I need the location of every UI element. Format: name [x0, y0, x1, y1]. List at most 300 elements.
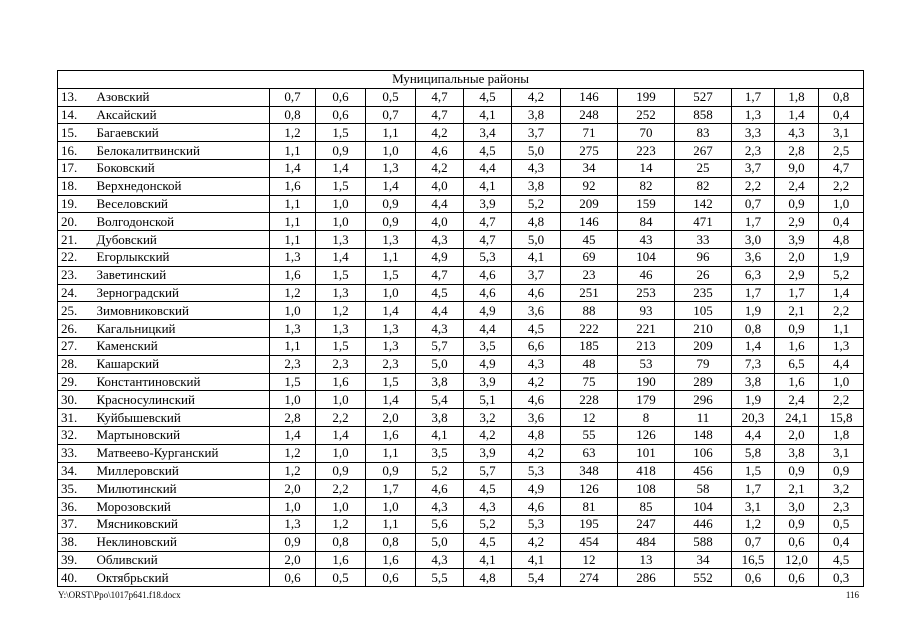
value-cell: 24,1	[775, 409, 819, 427]
value-cell: 4,4	[416, 302, 464, 320]
value-cell: 0,6	[270, 569, 316, 587]
value-cell: 179	[618, 391, 675, 409]
value-cell: 46	[618, 266, 675, 284]
row-number: 16.	[58, 142, 94, 160]
value-cell: 3,5	[464, 337, 512, 355]
value-cell: 185	[561, 337, 618, 355]
value-cell: 81	[561, 498, 618, 516]
value-cell: 16,5	[732, 551, 775, 569]
value-cell: 4,7	[464, 213, 512, 231]
value-cell: 12,0	[775, 551, 819, 569]
value-cell: 34	[675, 551, 732, 569]
value-cell: 1,1	[366, 124, 416, 142]
value-cell: 63	[561, 444, 618, 462]
file-path: Y:\ORST\Ppo\1017p641.f18.docx	[58, 590, 181, 600]
value-cell: 3,9	[464, 444, 512, 462]
value-cell: 13	[618, 551, 675, 569]
table-row	[58, 124, 864, 142]
value-cell: 4,4	[416, 195, 464, 213]
row-number: 20.	[58, 213, 94, 231]
value-cell: 96	[675, 248, 732, 266]
value-cell: 1,5	[316, 124, 366, 142]
row-number: 37.	[58, 515, 94, 533]
table-row	[58, 480, 864, 498]
value-cell: 26	[675, 266, 732, 284]
table-row	[58, 320, 864, 338]
value-cell: 55	[561, 426, 618, 444]
value-cell: 104	[675, 498, 732, 516]
value-cell: 4,5	[464, 533, 512, 551]
value-cell: 3,6	[512, 302, 561, 320]
value-cell: 1,0	[316, 444, 366, 462]
value-cell: 3,9	[775, 231, 819, 249]
row-number: 13.	[58, 88, 94, 106]
value-cell: 4,5	[416, 284, 464, 302]
value-cell: 1,1	[366, 515, 416, 533]
value-cell: 146	[561, 213, 618, 231]
row-number: 28.	[58, 355, 94, 373]
value-cell: 0,5	[316, 569, 366, 587]
value-cell: 3,8	[775, 444, 819, 462]
value-cell: 1,0	[316, 498, 366, 516]
value-cell: 1,5	[316, 337, 366, 355]
value-cell: 348	[561, 462, 618, 480]
value-cell: 4,4	[819, 355, 864, 373]
value-cell: 4,8	[819, 231, 864, 249]
value-cell: 4,7	[464, 231, 512, 249]
value-cell: 69	[561, 248, 618, 266]
value-cell: 0,7	[270, 88, 316, 106]
value-cell: 1,4	[316, 159, 366, 177]
value-cell: 108	[618, 480, 675, 498]
value-cell: 4,6	[512, 391, 561, 409]
value-cell: 0,8	[316, 533, 366, 551]
table-row	[58, 106, 864, 124]
district-name: Неклиновский	[94, 533, 270, 551]
value-cell: 4,8	[464, 569, 512, 587]
row-number: 26.	[58, 320, 94, 338]
value-cell: 209	[561, 195, 618, 213]
table-row	[58, 462, 864, 480]
value-cell: 0,9	[775, 320, 819, 338]
value-cell: 2,3	[270, 355, 316, 373]
value-cell: 3,3	[732, 124, 775, 142]
table-row	[58, 302, 864, 320]
row-number: 14.	[58, 106, 94, 124]
value-cell: 45	[561, 231, 618, 249]
value-cell: 2,8	[270, 409, 316, 427]
value-cell: 1,1	[366, 248, 416, 266]
value-cell: 1,3	[270, 320, 316, 338]
value-cell: 1,6	[270, 177, 316, 195]
value-cell: 6,3	[732, 266, 775, 284]
value-cell: 1,3	[316, 284, 366, 302]
value-cell: 2,1	[775, 480, 819, 498]
value-cell: 4,2	[512, 533, 561, 551]
value-cell: 1,2	[732, 515, 775, 533]
value-cell: 3,9	[464, 373, 512, 391]
value-cell: 0,6	[316, 88, 366, 106]
value-cell: 126	[561, 480, 618, 498]
value-cell: 4,5	[464, 142, 512, 160]
row-number: 34.	[58, 462, 94, 480]
value-cell: 3,7	[732, 159, 775, 177]
value-cell: 446	[675, 515, 732, 533]
row-number: 15.	[58, 124, 94, 142]
value-cell: 1,6	[316, 551, 366, 569]
value-cell: 3,4	[464, 124, 512, 142]
value-cell: 1,2	[270, 124, 316, 142]
value-cell: 4,2	[512, 373, 561, 391]
row-number: 33.	[58, 444, 94, 462]
value-cell: 3,8	[512, 106, 561, 124]
value-cell: 3,8	[512, 177, 561, 195]
row-number: 39.	[58, 551, 94, 569]
value-cell: 88	[561, 302, 618, 320]
value-cell: 5,3	[512, 462, 561, 480]
value-cell: 289	[675, 373, 732, 391]
value-cell: 5,0	[512, 231, 561, 249]
value-cell: 5,0	[416, 533, 464, 551]
value-cell: 190	[618, 373, 675, 391]
row-number: 38.	[58, 533, 94, 551]
district-name: Азовский	[94, 88, 270, 106]
value-cell: 4,1	[464, 106, 512, 124]
district-name: Аксайский	[94, 106, 270, 124]
value-cell: 2,2	[316, 480, 366, 498]
section-header-row	[58, 71, 864, 89]
value-cell: 5,2	[464, 515, 512, 533]
value-cell: 5,3	[464, 248, 512, 266]
value-cell: 101	[618, 444, 675, 462]
value-cell: 2,9	[775, 266, 819, 284]
value-cell: 4,8	[512, 213, 561, 231]
row-number: 29.	[58, 373, 94, 391]
district-name: Белокалитвинский	[94, 142, 270, 160]
value-cell: 1,2	[316, 302, 366, 320]
row-number: 27.	[58, 337, 94, 355]
value-cell: 1,1	[270, 231, 316, 249]
value-cell: 1,3	[316, 320, 366, 338]
value-cell: 3,5	[416, 444, 464, 462]
value-cell: 2,0	[270, 480, 316, 498]
value-cell: 0,7	[732, 533, 775, 551]
value-cell: 0,6	[732, 569, 775, 587]
value-cell: 4,1	[512, 551, 561, 569]
table-row	[58, 426, 864, 444]
district-name: Константиновский	[94, 373, 270, 391]
value-cell: 1,7	[366, 480, 416, 498]
district-name: Мартыновский	[94, 426, 270, 444]
value-cell: 2,2	[732, 177, 775, 195]
value-cell: 4,0	[416, 213, 464, 231]
value-cell: 48	[561, 355, 618, 373]
value-cell: 3,1	[819, 444, 864, 462]
value-cell: 2,2	[316, 409, 366, 427]
district-name: Волгодонской	[94, 213, 270, 231]
value-cell: 4,6	[512, 284, 561, 302]
value-cell: 5,2	[512, 195, 561, 213]
value-cell: 4,1	[464, 177, 512, 195]
value-cell: 456	[675, 462, 732, 480]
value-cell: 0,7	[366, 106, 416, 124]
district-name: Каменский	[94, 337, 270, 355]
value-cell: 4,9	[464, 355, 512, 373]
district-name: Заветинский	[94, 266, 270, 284]
value-cell: 92	[561, 177, 618, 195]
value-cell: 0,4	[819, 106, 864, 124]
table-row	[58, 248, 864, 266]
value-cell: 1,0	[366, 284, 416, 302]
value-cell: 0,4	[819, 533, 864, 551]
value-cell: 4,3	[416, 551, 464, 569]
table-row	[58, 373, 864, 391]
value-cell: 0,6	[316, 106, 366, 124]
district-name: Зерноградский	[94, 284, 270, 302]
value-cell: 1,1	[270, 337, 316, 355]
table-row	[58, 195, 864, 213]
value-cell: 4,3	[512, 159, 561, 177]
value-cell: 1,5	[366, 266, 416, 284]
value-cell: 4,0	[416, 177, 464, 195]
value-cell: 71	[561, 124, 618, 142]
value-cell: 0,6	[775, 533, 819, 551]
value-cell: 3,8	[416, 409, 464, 427]
table-row	[58, 159, 864, 177]
value-cell: 93	[618, 302, 675, 320]
section-title: Муниципальные районы	[58, 71, 864, 89]
value-cell: 1,5	[316, 177, 366, 195]
district-name: Кагальницкий	[94, 320, 270, 338]
value-cell: 1,0	[366, 142, 416, 160]
value-cell: 0,8	[366, 533, 416, 551]
value-cell: 2,3	[366, 355, 416, 373]
value-cell: 75	[561, 373, 618, 391]
value-cell: 588	[675, 533, 732, 551]
value-cell: 82	[675, 177, 732, 195]
table-row	[58, 177, 864, 195]
value-cell: 1,0	[316, 195, 366, 213]
value-cell: 3,0	[732, 231, 775, 249]
value-cell: 4,3	[416, 231, 464, 249]
row-number: 17.	[58, 159, 94, 177]
value-cell: 3,1	[732, 498, 775, 516]
value-cell: 1,7	[732, 213, 775, 231]
value-cell: 1,4	[366, 302, 416, 320]
value-cell: 1,3	[270, 248, 316, 266]
value-cell: 146	[561, 88, 618, 106]
value-cell: 1,7	[732, 480, 775, 498]
value-cell: 2,2	[819, 302, 864, 320]
value-cell: 248	[561, 106, 618, 124]
value-cell: 1,2	[316, 515, 366, 533]
value-cell: 1,9	[819, 248, 864, 266]
value-cell: 159	[618, 195, 675, 213]
value-cell: 267	[675, 142, 732, 160]
value-cell: 247	[618, 515, 675, 533]
value-cell: 85	[618, 498, 675, 516]
value-cell: 4,7	[819, 159, 864, 177]
value-cell: 0,6	[366, 569, 416, 587]
value-cell: 3,8	[732, 373, 775, 391]
data-table	[57, 70, 864, 587]
value-cell: 1,0	[316, 213, 366, 231]
district-name: Боковский	[94, 159, 270, 177]
value-cell: 296	[675, 391, 732, 409]
value-cell: 8	[618, 409, 675, 427]
value-cell: 4,6	[416, 142, 464, 160]
value-cell: 5,5	[416, 569, 464, 587]
value-cell: 1,4	[270, 426, 316, 444]
district-name: Морозовский	[94, 498, 270, 516]
value-cell: 4,6	[512, 498, 561, 516]
row-number: 19.	[58, 195, 94, 213]
value-cell: 1,0	[270, 498, 316, 516]
value-cell: 454	[561, 533, 618, 551]
value-cell: 2,0	[366, 409, 416, 427]
row-number: 32.	[58, 426, 94, 444]
value-cell: 1,6	[366, 551, 416, 569]
table-row	[58, 569, 864, 587]
table-row	[58, 498, 864, 516]
value-cell: 1,3	[366, 231, 416, 249]
value-cell: 3,7	[512, 124, 561, 142]
value-cell: 15,8	[819, 409, 864, 427]
value-cell: 3,2	[464, 409, 512, 427]
value-cell: 4,3	[464, 498, 512, 516]
value-cell: 210	[675, 320, 732, 338]
value-cell: 1,3	[270, 515, 316, 533]
value-cell: 1,7	[732, 88, 775, 106]
district-name: Кашарский	[94, 355, 270, 373]
value-cell: 199	[618, 88, 675, 106]
value-cell: 858	[675, 106, 732, 124]
value-cell: 223	[618, 142, 675, 160]
value-cell: 4,7	[416, 106, 464, 124]
value-cell: 274	[561, 569, 618, 587]
value-cell: 1,1	[366, 444, 416, 462]
value-cell: 25	[675, 159, 732, 177]
table-row	[58, 88, 864, 106]
row-number: 40.	[58, 569, 94, 587]
row-number: 21.	[58, 231, 94, 249]
value-cell: 2,0	[270, 551, 316, 569]
table-row	[58, 231, 864, 249]
table-row	[58, 409, 864, 427]
value-cell: 105	[675, 302, 732, 320]
value-cell: 4,7	[416, 266, 464, 284]
value-cell: 34	[561, 159, 618, 177]
table-row	[58, 551, 864, 569]
value-cell: 6,6	[512, 337, 561, 355]
value-cell: 1,5	[316, 266, 366, 284]
value-cell: 0,4	[819, 213, 864, 231]
value-cell: 79	[675, 355, 732, 373]
value-cell: 4,2	[416, 159, 464, 177]
value-cell: 4,2	[416, 124, 464, 142]
value-cell: 0,5	[366, 88, 416, 106]
value-cell: 5,7	[416, 337, 464, 355]
value-cell: 1,0	[366, 498, 416, 516]
value-cell: 0,5	[819, 515, 864, 533]
value-cell: 1,1	[819, 320, 864, 338]
table-row	[58, 266, 864, 284]
district-name: Октябрьский	[94, 569, 270, 587]
value-cell: 1,4	[366, 391, 416, 409]
district-name: Миллеровский	[94, 462, 270, 480]
value-cell: 4,2	[512, 88, 561, 106]
district-name: Зимовниковский	[94, 302, 270, 320]
district-name: Красносулинский	[94, 391, 270, 409]
value-cell: 104	[618, 248, 675, 266]
value-cell: 2,4	[775, 177, 819, 195]
value-cell: 5,8	[732, 444, 775, 462]
value-cell: 1,3	[819, 337, 864, 355]
value-cell: 1,4	[775, 106, 819, 124]
district-name: Матвеево-Курганский	[94, 444, 270, 462]
value-cell: 53	[618, 355, 675, 373]
value-cell: 2,8	[775, 142, 819, 160]
value-cell: 213	[618, 337, 675, 355]
value-cell: 4,3	[512, 355, 561, 373]
row-number: 30.	[58, 391, 94, 409]
value-cell: 2,3	[316, 355, 366, 373]
row-number: 25.	[58, 302, 94, 320]
table-row	[58, 444, 864, 462]
value-cell: 1,4	[819, 284, 864, 302]
value-cell: 2,5	[819, 142, 864, 160]
value-cell: 1,0	[819, 373, 864, 391]
value-cell: 1,5	[732, 462, 775, 480]
value-cell: 5,0	[416, 355, 464, 373]
value-cell: 6,5	[775, 355, 819, 373]
value-cell: 0,7	[732, 195, 775, 213]
value-cell: 1,4	[270, 159, 316, 177]
value-cell: 0,8	[819, 88, 864, 106]
value-cell: 222	[561, 320, 618, 338]
value-cell: 2,4	[775, 391, 819, 409]
value-cell: 0,9	[775, 195, 819, 213]
value-cell: 251	[561, 284, 618, 302]
value-cell: 1,6	[775, 337, 819, 355]
value-cell: 1,0	[819, 195, 864, 213]
value-cell: 4,4	[464, 320, 512, 338]
value-cell: 2,3	[819, 498, 864, 516]
value-cell: 4,9	[512, 480, 561, 498]
row-number: 31.	[58, 409, 94, 427]
district-name: Куйбышевский	[94, 409, 270, 427]
value-cell: 2,1	[775, 302, 819, 320]
value-cell: 4,8	[512, 426, 561, 444]
value-cell: 2,2	[819, 391, 864, 409]
value-cell: 1,4	[316, 426, 366, 444]
table-row	[58, 284, 864, 302]
value-cell: 4,9	[464, 302, 512, 320]
value-cell: 418	[618, 462, 675, 480]
value-cell: 3,6	[512, 409, 561, 427]
value-cell: 1,1	[270, 195, 316, 213]
value-cell: 5,2	[416, 462, 464, 480]
value-cell: 4,7	[416, 88, 464, 106]
value-cell: 2,0	[775, 426, 819, 444]
value-cell: 484	[618, 533, 675, 551]
value-cell: 1,7	[732, 284, 775, 302]
value-cell: 5,4	[512, 569, 561, 587]
value-cell: 1,5	[366, 373, 416, 391]
value-cell: 286	[618, 569, 675, 587]
value-cell: 252	[618, 106, 675, 124]
value-cell: 1,4	[732, 337, 775, 355]
